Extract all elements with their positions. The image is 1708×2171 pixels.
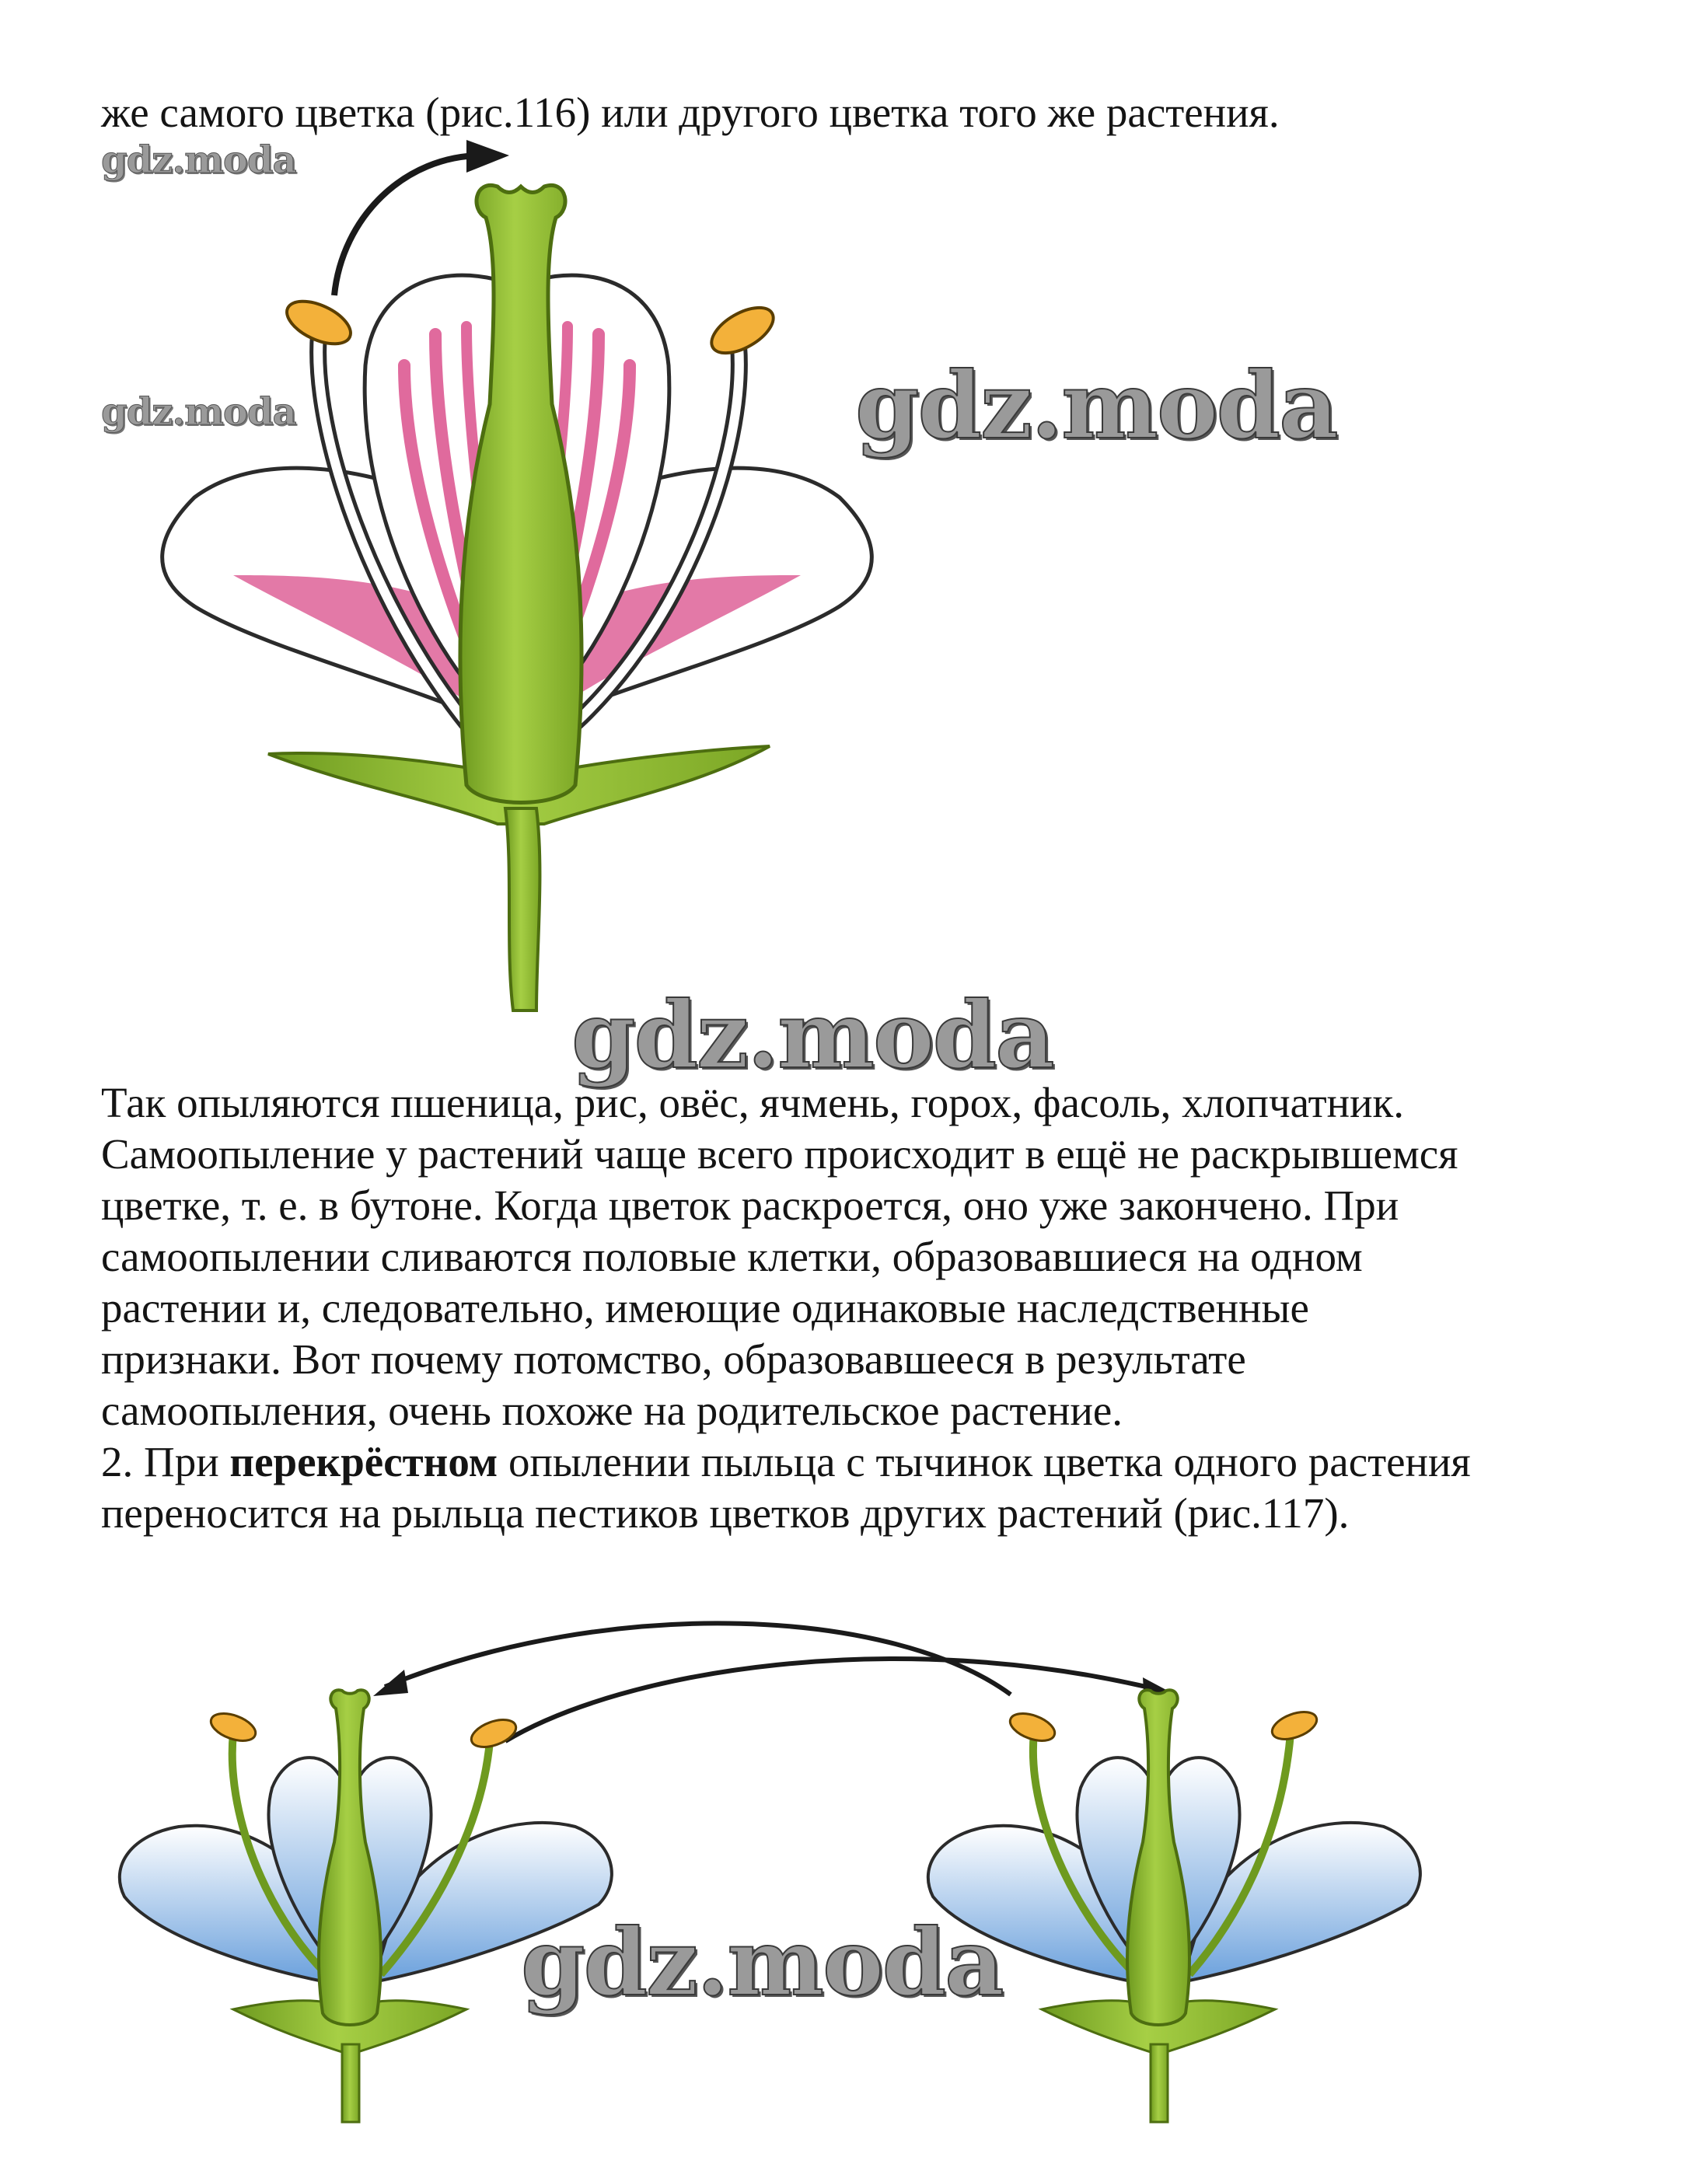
- flower-right: [928, 1690, 1420, 2122]
- para2-line-2: переносится на рыльца пестиков цветков других растений (рис.117).: [101, 1489, 1350, 1537]
- cross-pollination-figure: [0, 1578, 1708, 2138]
- text-line-top: же самого цветка (рис.116) или другого цветка того же растения.: [101, 89, 1280, 136]
- watermark: gdz.moda: [101, 390, 296, 434]
- flower-left: [120, 1690, 612, 2122]
- para1-line: самоопыления, очень похоже на родительское растение.: [101, 1387, 1123, 1434]
- para1-line: растении и, следовательно, имеющие одинаковые наследственные: [101, 1284, 1309, 1332]
- para1-line: Самоопыление у растений чаще всего происходит в ещё не раскрывшемся: [101, 1130, 1458, 1178]
- cross-arrow-right: [505, 1659, 1162, 1741]
- watermark: gdz.moda: [101, 138, 296, 182]
- arrow-head-left: [373, 1670, 408, 1696]
- self-pollination-figure: [0, 0, 1708, 1034]
- watermark: gdz.moda: [571, 981, 1053, 1089]
- para2-bold-term: перекрёстном: [229, 1438, 498, 1485]
- para1-line: Так опыляются пшеница, рис, овёс, ячмень, горох, фасоль, хлопчатник.: [101, 1079, 1404, 1126]
- para2-rest: опылении пыльца с тычинок цветка одного растения: [498, 1438, 1471, 1485]
- watermark: gdz.moda: [521, 1908, 1003, 2016]
- arrow-head: [466, 140, 509, 173]
- para1-line: признаки. Вот почему потомство, образовавшееся в результате: [101, 1335, 1246, 1383]
- para2-line-1: [101, 1436, 1471, 1488]
- watermark: gdz.moda: [855, 351, 1337, 459]
- para1-line: самоопылении сливаются половые клетки, образовавшиеся на одном: [101, 1233, 1363, 1280]
- para2-prefix: 2. При: [101, 1438, 230, 1485]
- flower-stem: [505, 808, 540, 1010]
- para1-line: цветке, т. е. в бутоне. Когда цветок раскроется, оно уже закончено. При: [101, 1181, 1399, 1229]
